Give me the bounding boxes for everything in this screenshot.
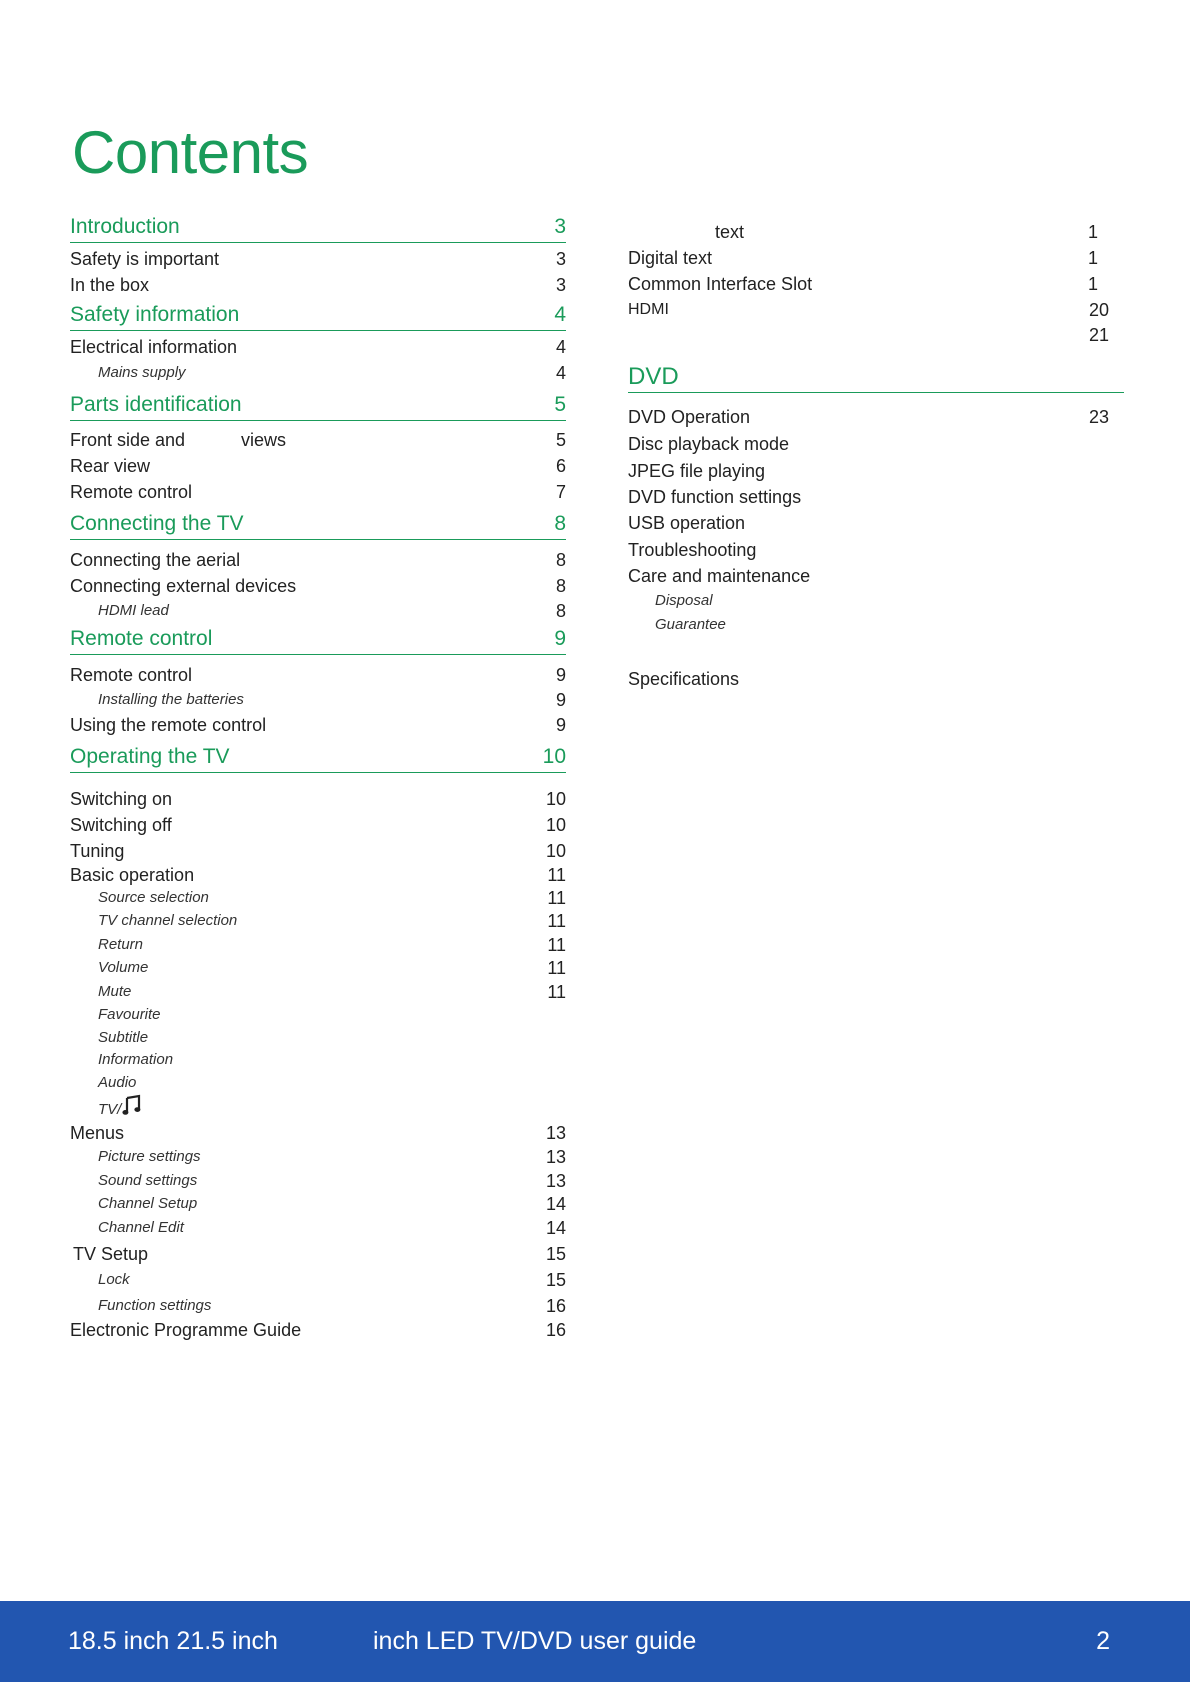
entry-label: DVD function settings bbox=[628, 487, 802, 507]
subentry-label: Function settings bbox=[98, 1297, 212, 1314]
entry-label: Using the remote control bbox=[70, 715, 267, 735]
entry-page: 23 bbox=[1088, 407, 1109, 427]
entry-page: 1 bbox=[1087, 222, 1098, 242]
toc-entry[interactable] bbox=[628, 667, 1124, 691]
entry-label: Switching on bbox=[70, 789, 173, 809]
toc-subentry[interactable] bbox=[628, 613, 1124, 637]
entry-label: HDMI bbox=[628, 301, 669, 318]
entry-page: 9 bbox=[555, 715, 566, 735]
toc-subentry[interactable] bbox=[70, 1268, 566, 1292]
subentry-page: 11 bbox=[547, 982, 566, 1002]
subentry-page: 11 bbox=[547, 888, 566, 908]
toc-entry[interactable] bbox=[70, 548, 566, 572]
toc-entry[interactable] bbox=[628, 459, 1124, 483]
subentry-label: Audio bbox=[98, 1074, 137, 1091]
entry-label: Electronic Programme Guide bbox=[70, 1320, 302, 1340]
subentry-page: 13 bbox=[545, 1147, 566, 1167]
subentry-label: Favourite bbox=[98, 1006, 161, 1023]
section-page: 10 bbox=[542, 745, 566, 768]
toc-entry[interactable] bbox=[628, 538, 1124, 562]
toc-entry[interactable] bbox=[70, 428, 566, 452]
toc-entry[interactable] bbox=[70, 247, 566, 271]
entry-label: Remote control bbox=[70, 665, 193, 685]
entry-label: USB operation bbox=[628, 513, 746, 533]
toc-entry[interactable] bbox=[70, 713, 566, 737]
entry-label: DVD Operation bbox=[628, 407, 751, 427]
toc-entry[interactable] bbox=[628, 432, 1124, 456]
footer-page-number: 2 bbox=[1096, 1627, 1110, 1655]
toc-entry[interactable] bbox=[628, 246, 1124, 270]
subentry-label: HDMI lead bbox=[98, 602, 169, 619]
entry-label: Basic operation bbox=[70, 865, 195, 885]
subentry-page: 13 bbox=[545, 1171, 566, 1191]
toc-entry[interactable] bbox=[628, 485, 1124, 509]
entry-label: Digital text bbox=[628, 248, 713, 268]
entry-page: 13 bbox=[545, 1123, 566, 1143]
toc-subentry[interactable] bbox=[70, 361, 566, 385]
subentry-label: Channel Edit bbox=[98, 1219, 184, 1236]
entry-page: 20 bbox=[1088, 300, 1109, 320]
toc-entry[interactable] bbox=[628, 564, 1124, 588]
toc-subentry[interactable] bbox=[70, 909, 566, 933]
entry-page: 4 bbox=[555, 337, 566, 357]
toc-entry[interactable] bbox=[70, 863, 566, 887]
entry-page: 6 bbox=[555, 456, 566, 476]
entry-label: TV Setup bbox=[73, 1244, 149, 1264]
toc-subentry[interactable] bbox=[70, 599, 566, 623]
entry-label: Connecting external devices bbox=[70, 576, 297, 596]
subentry-label: Volume bbox=[98, 959, 149, 976]
section-title: Parts identification bbox=[70, 393, 242, 416]
entry-page: 3 bbox=[555, 249, 566, 269]
toc-subentry[interactable] bbox=[70, 886, 566, 910]
footer-model: 18.5 inch 21.5 inch bbox=[68, 1627, 278, 1655]
toc-subentry-tv-radio[interactable] bbox=[70, 1094, 566, 1118]
entry-page: 1 bbox=[1087, 274, 1098, 294]
toc-subentry[interactable] bbox=[70, 1003, 566, 1027]
subentry-label: Lock bbox=[98, 1271, 130, 1288]
entry-label: Safety is important bbox=[70, 249, 220, 269]
toc-subentry[interactable] bbox=[70, 1071, 566, 1095]
toc-entry[interactable] bbox=[70, 1121, 566, 1145]
entry-label: JPEG file playing bbox=[628, 461, 766, 481]
toc-entry[interactable] bbox=[70, 663, 566, 687]
toc-subentry[interactable] bbox=[70, 1169, 566, 1193]
toc-entry[interactable] bbox=[70, 813, 566, 837]
entry-page: 9 bbox=[555, 665, 566, 685]
toc-section-remote-control[interactable] bbox=[70, 624, 566, 655]
toc-subentry[interactable] bbox=[70, 1216, 566, 1240]
toc-subentry[interactable] bbox=[70, 980, 566, 1004]
subentry-label: Installing the batteries bbox=[98, 691, 244, 708]
subentry-label: Mains supply bbox=[98, 364, 186, 381]
section-page: 9 bbox=[554, 627, 566, 650]
subentry-label: Source selection bbox=[98, 889, 209, 906]
section-title: Connecting the TV bbox=[70, 512, 244, 535]
entry-label: Remote control bbox=[70, 482, 193, 502]
toc-entry[interactable] bbox=[70, 273, 566, 297]
entry-label: Electrical information bbox=[70, 337, 238, 357]
section-page: 5 bbox=[554, 393, 566, 416]
subentry-label: Guarantee bbox=[655, 616, 726, 633]
toc-entry[interactable] bbox=[628, 511, 1124, 535]
section-page: 8 bbox=[554, 512, 566, 535]
entry-page: 5 bbox=[555, 430, 566, 450]
subentry-label: Sound settings bbox=[98, 1172, 198, 1189]
section-title: Safety information bbox=[70, 303, 240, 326]
footer-guide-title: inch LED TV/DVD user guide bbox=[373, 1627, 697, 1655]
section-page: 3 bbox=[554, 215, 566, 238]
entry-label: Common Interface Slot bbox=[628, 274, 813, 294]
toc-entry[interactable] bbox=[628, 272, 1124, 296]
toc-entry[interactable] bbox=[70, 839, 566, 863]
toc-subentry[interactable] bbox=[70, 933, 566, 957]
entry-label: Rear view bbox=[70, 456, 151, 476]
toc-entry[interactable] bbox=[628, 220, 1124, 244]
entry-label: Switching off bbox=[70, 815, 172, 835]
entry-label: Specifications bbox=[628, 669, 740, 689]
entry-page: 10 bbox=[545, 789, 566, 809]
entry-label: Front side and bbox=[70, 430, 186, 450]
subentry-page: 15 bbox=[545, 1270, 566, 1290]
entry-label-continued: views bbox=[241, 430, 287, 450]
subentry-page: 4 bbox=[555, 363, 566, 383]
section-title: Introduction bbox=[70, 215, 180, 238]
toc-subentry[interactable] bbox=[70, 1026, 566, 1050]
toc-section-safety-information[interactable] bbox=[70, 300, 566, 331]
toc-entry[interactable] bbox=[70, 787, 566, 811]
entry-page: 16 bbox=[545, 1320, 566, 1340]
entry-page: 3 bbox=[555, 275, 566, 295]
toc-section-parts-identification[interactable] bbox=[70, 390, 566, 421]
subentry-page: 11 bbox=[547, 958, 566, 978]
entry-page: 21 bbox=[1088, 325, 1109, 345]
toc-section-connecting-the-tv[interactable] bbox=[70, 509, 566, 540]
toc-entry[interactable] bbox=[70, 454, 566, 478]
entry-page: 15 bbox=[545, 1244, 566, 1264]
section-title: Operating the TV bbox=[70, 745, 230, 768]
entry-label: Disc playback mode bbox=[628, 434, 790, 454]
subentry-page: 9 bbox=[555, 690, 566, 710]
subentry-label: Channel Setup bbox=[98, 1195, 198, 1212]
toc-subentry[interactable] bbox=[70, 688, 566, 712]
section-title: DVD bbox=[628, 363, 679, 390]
section-page: 4 bbox=[554, 303, 566, 326]
toc-subentry[interactable] bbox=[628, 589, 1124, 613]
section-title: Remote control bbox=[70, 627, 213, 650]
toc-entry[interactable] bbox=[70, 335, 566, 359]
subentry-label: Subtitle bbox=[98, 1029, 149, 1046]
music-note-icon bbox=[122, 1094, 142, 1116]
toc-section-introduction[interactable] bbox=[70, 212, 566, 243]
page-title: Contents bbox=[72, 119, 309, 186]
subentry-label: TV/ bbox=[98, 1101, 122, 1118]
toc-section-dvd[interactable] bbox=[628, 362, 1124, 393]
toc-subentry[interactable] bbox=[70, 1294, 566, 1318]
subentry-label: Mute bbox=[98, 983, 132, 1000]
entry-label: Menus bbox=[70, 1123, 125, 1143]
entry-label: text bbox=[715, 222, 745, 242]
entry-label: Tuning bbox=[70, 841, 125, 861]
toc-subentry[interactable] bbox=[70, 1145, 566, 1169]
subentry-page: 14 bbox=[545, 1218, 566, 1238]
subentry-label: Return bbox=[98, 936, 144, 953]
subentry-label: Disposal bbox=[655, 592, 713, 609]
subentry-label: Picture settings bbox=[98, 1148, 201, 1165]
subentry-page: 11 bbox=[547, 935, 566, 955]
toc-subentry[interactable] bbox=[70, 1048, 566, 1072]
subentry-page: 11 bbox=[547, 911, 566, 931]
subentry-label: Information bbox=[98, 1051, 174, 1068]
toc-entry[interactable] bbox=[70, 480, 566, 504]
subentry-page: 14 bbox=[545, 1194, 566, 1214]
subentry-label-wrap bbox=[98, 1094, 142, 1122]
entry-label: Troubleshooting bbox=[628, 540, 757, 560]
entry-page: 10 bbox=[545, 815, 566, 835]
entry-label: In the box bbox=[70, 275, 150, 295]
subentry-page: 8 bbox=[555, 601, 566, 621]
entry-page: 11 bbox=[547, 865, 566, 885]
toc-entry[interactable] bbox=[628, 298, 1124, 322]
entry-label: Care and maintenance bbox=[628, 566, 811, 586]
entry-page: 8 bbox=[555, 550, 566, 570]
subentry-label: TV channel selection bbox=[98, 912, 238, 929]
toc-subentry[interactable] bbox=[70, 1192, 566, 1216]
entry-label: Connecting the aerial bbox=[70, 550, 241, 570]
entry-page: 8 bbox=[555, 576, 566, 596]
toc-subentry[interactable] bbox=[70, 956, 566, 980]
toc-left-column bbox=[70, 212, 566, 1352]
entry-page: 1 bbox=[1087, 248, 1098, 268]
toc-right-column bbox=[628, 220, 1124, 700]
toc-entry[interactable] bbox=[70, 1242, 566, 1266]
footer-bar bbox=[0, 1601, 1190, 1682]
toc-entry[interactable] bbox=[628, 405, 1124, 429]
toc-section-operating-the-tv[interactable] bbox=[70, 742, 566, 773]
toc-entry[interactable] bbox=[628, 323, 1124, 347]
toc-entry[interactable] bbox=[70, 574, 566, 598]
entry-page: 10 bbox=[545, 841, 566, 861]
entry-page: 7 bbox=[555, 482, 566, 502]
toc-entry[interactable] bbox=[70, 1318, 566, 1342]
subentry-page: 16 bbox=[545, 1296, 566, 1316]
